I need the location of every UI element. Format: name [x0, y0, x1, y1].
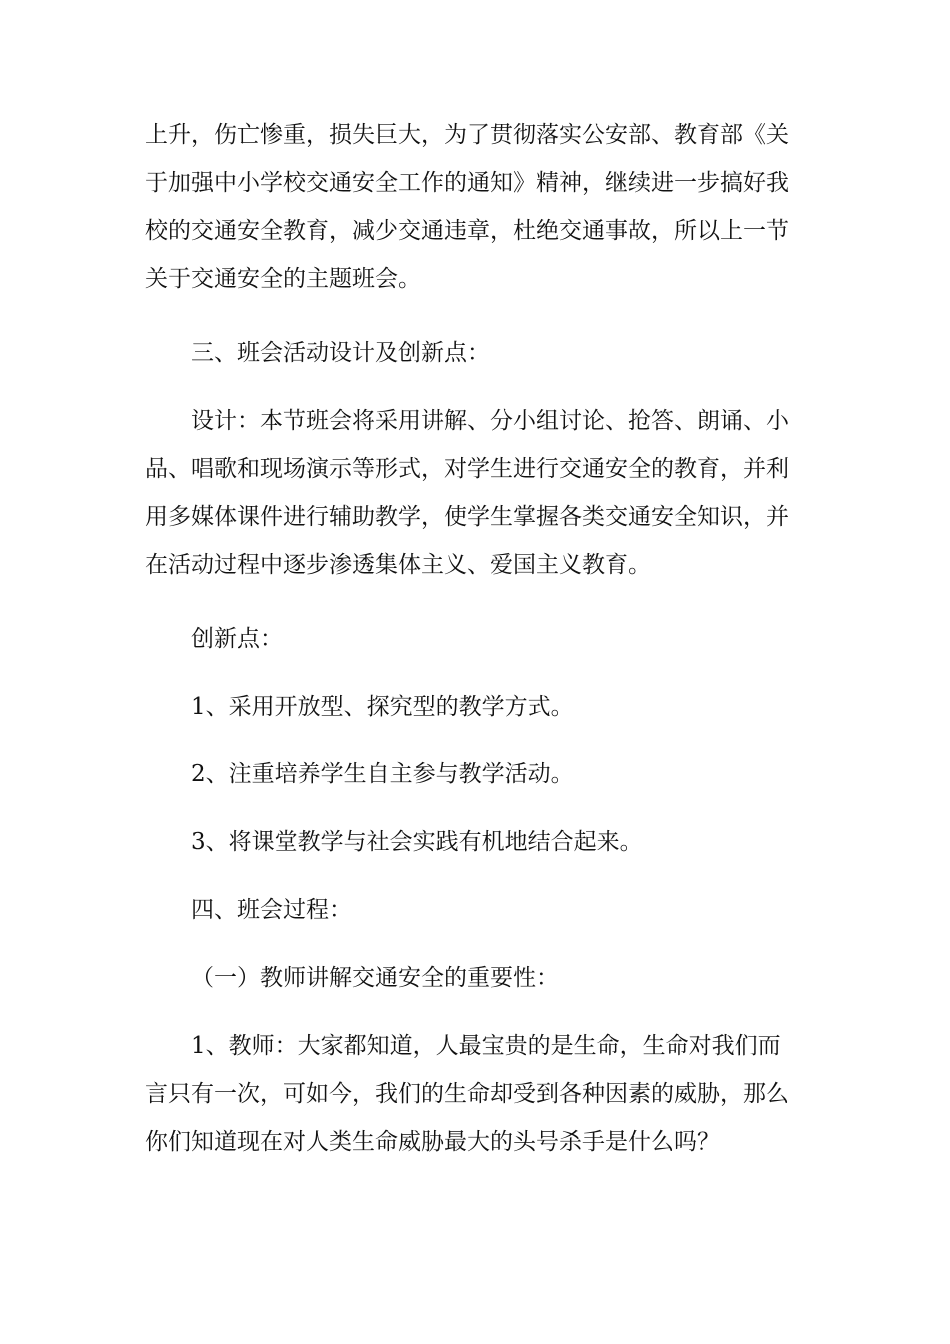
text-line: 你们知道现在对人类生命威胁最大的头号杀手是什么吗？ [145, 1129, 720, 1155]
text-line: 三、班会活动设计及创新点： [191, 340, 490, 366]
text-line: 四、班会过程： [191, 897, 352, 923]
text-line: 3、将课堂教学与社会实践有机地结合起来。 [191, 829, 643, 855]
text-line: 品、唱歌和现场演示等形式，对学生进行交通安全的教育，并利 [145, 456, 789, 482]
text-line: 校的交通安全教育，减少交通违章，杜绝交通事故，所以上一节 [145, 218, 789, 244]
text-line: 在活动过程中逐步渗透集体主义、爱国主义教育。 [145, 552, 651, 578]
text-line: 上升，伤亡惨重，损失巨大，为了贯彻落实公安部、教育部《关 [145, 122, 789, 148]
text-line: 1、采用开放型、探究型的教学方式。 [191, 694, 574, 720]
text-line: 2、注重培养学生自主参与教学活动。 [191, 761, 574, 787]
innovation-item-2 [145, 750, 810, 798]
innovation-heading [145, 615, 810, 663]
paragraph-teacher-1 [145, 1022, 810, 1166]
innovation-item-3 [145, 818, 810, 866]
innovation-item-1 [145, 683, 810, 731]
text-line: 关于交通安全的主题班会。 [145, 266, 421, 292]
text-line: 于加强中小学校交通安全工作的通知》精神，继续进一步搞好我 [145, 170, 789, 196]
text-line: 创新点： [191, 626, 283, 652]
section-four-heading [145, 886, 810, 934]
paragraph-design [145, 397, 810, 589]
text-line: （一）教师讲解交通安全的重要性： [191, 965, 559, 991]
text-line: 1、教师：大家都知道，人最宝贵的是生命，生命对我们而 [191, 1033, 781, 1059]
text-line: 用多媒体课件进行辅助教学，使学生掌握各类交通安全知识，并 [145, 504, 789, 530]
subsection-one-heading [145, 954, 810, 1002]
section-three-heading [145, 329, 810, 377]
text-line: 设计：本节班会将采用讲解、分小组讨论、抢答、朗诵、小 [191, 408, 789, 434]
paragraph-intro-continuation [145, 111, 810, 303]
text-line: 言只有一次，可如今，我们的生命却受到各种因素的威胁，那么 [145, 1081, 789, 1107]
